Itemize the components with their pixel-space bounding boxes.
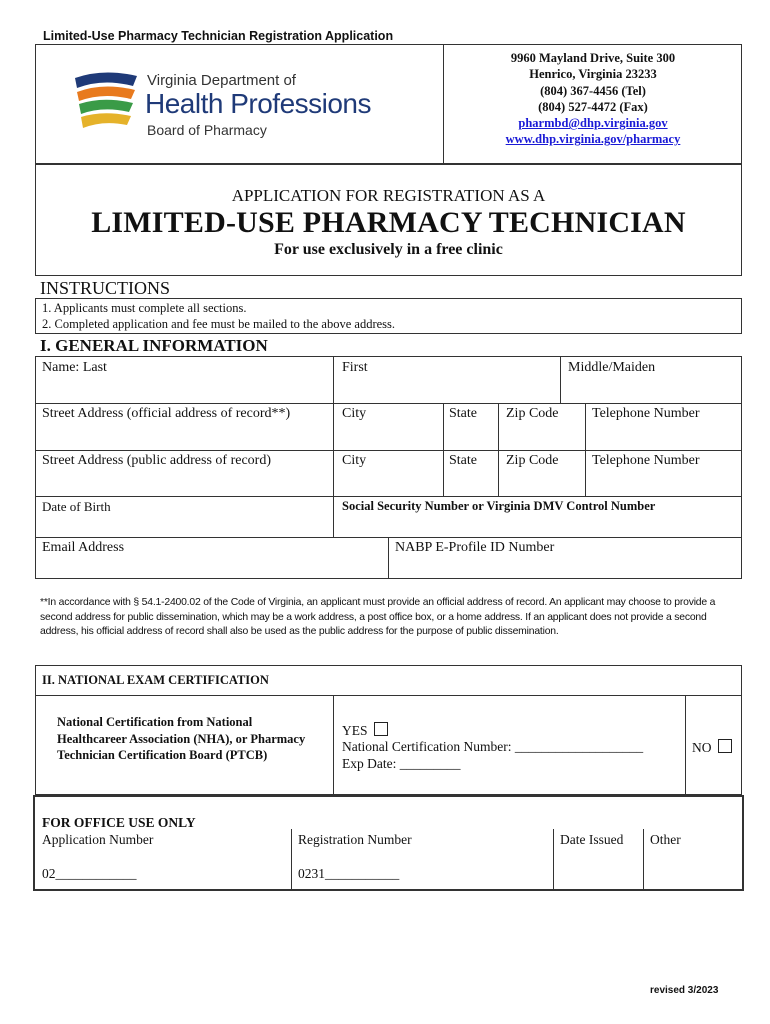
website-link[interactable]: www.dhp.virginia.gov/pharmacy	[505, 132, 681, 147]
other-label: Other	[650, 832, 681, 847]
general-heading: I. GENERAL INFORMATION	[40, 336, 268, 355]
address-tel: (804) 367-4456 (Tel)	[540, 83, 646, 98]
address-city: Henrico, Virginia 23233	[529, 67, 657, 82]
title-subtitle: For use exclusively in a free clinic	[274, 241, 503, 258]
form-header-title: Limited-Use Pharmacy Technician Registration Application	[43, 29, 394, 43]
nabp-id-field[interactable]: NABP E-Profile ID Number	[395, 540, 555, 555]
official-phone-field[interactable]: Telephone Number	[592, 406, 700, 421]
logo-line3: Board of Pharmacy	[147, 122, 267, 138]
name-middle-field[interactable]: Middle/Maiden	[568, 360, 656, 375]
address-footnote: **In accordance with § 54.1-2400.02 of the Code of Virginia, an applicant must provide an official address of record. An applicant may choose to provide a second address for public dissemination, which may be a work address, a post office box, or a home address. If an applicant does not provide a second address, his official address of record shall also be used as the public address for the purpose of public dissemination.	[40, 597, 716, 638]
address-street: 9960 Mayland Drive, Suite 300	[510, 51, 676, 65]
official-zip-field[interactable]: Zip Code	[506, 406, 559, 421]
email-link[interactable]: pharmbd@dhp.virginia.gov	[518, 116, 668, 131]
public-city-field[interactable]: City	[342, 453, 367, 468]
instructions-heading: INSTRUCTIONS	[40, 278, 171, 298]
public-phone-field[interactable]: Telephone Number	[592, 453, 700, 468]
no-checkbox[interactable]	[718, 739, 732, 753]
instruction-item: 1. Applicants must complete all sections.	[42, 301, 247, 315]
address-fax: (804) 527-4472 (Fax)	[538, 99, 648, 114]
application-number-value: 02____________	[42, 866, 137, 881]
instruction-item: 2. Completed application and fee must be mailed to the above address.	[42, 316, 396, 331]
title-main: LIMITED-USE PHARMACY TECHNICIAN	[91, 206, 686, 239]
dhp-logo-icon	[73, 70, 139, 132]
official-state-field[interactable]: State	[449, 406, 477, 421]
name-first-field[interactable]: First	[342, 360, 368, 375]
exam-question: National Certification from National Healthcareer Association (NHA), or Pharmacy Technician Certification Board (PTCB)	[57, 715, 306, 762]
public-state-field[interactable]: State	[449, 453, 477, 468]
cert-number-field[interactable]: National Certification Number: ___________________	[342, 739, 644, 754]
instructions-list	[42, 301, 395, 332]
yes-checkbox[interactable]	[374, 722, 388, 736]
exp-date-field[interactable]: Exp Date: _________	[342, 756, 461, 771]
exam-heading: II. NATIONAL EXAM CERTIFICATION	[42, 673, 269, 687]
registration-number-label: Registration Number	[298, 832, 412, 847]
logo-line2: Health Professions	[145, 88, 372, 119]
no-option[interactable]	[692, 739, 732, 756]
title-line1: APPLICATION FOR REGISTRATION AS A	[231, 186, 546, 205]
official-street-field[interactable]: Street Address (official address of record**)	[42, 406, 291, 421]
application-number-label: Application Number	[42, 832, 154, 847]
dhp-logo	[73, 68, 413, 148]
dob-field[interactable]: Date of Birth	[42, 499, 111, 514]
yes-label: YES	[342, 723, 368, 738]
email-field[interactable]: Email Address	[42, 540, 125, 555]
official-city-field[interactable]: City	[342, 406, 367, 421]
yes-option[interactable]	[342, 722, 388, 739]
logo-line1: Virginia Department of	[147, 72, 296, 89]
registration-number-value: 0231___________	[298, 866, 400, 881]
ssn-field[interactable]: Social Security Number or Virginia DMV Control Number	[342, 499, 656, 513]
office-heading: FOR OFFICE USE ONLY	[42, 815, 196, 830]
public-street-field[interactable]: Street Address (public address of record)	[42, 453, 271, 468]
board-address	[444, 50, 742, 148]
name-last-field[interactable]: Name: Last	[42, 360, 107, 375]
no-label: NO	[692, 740, 712, 755]
public-zip-field[interactable]: Zip Code	[506, 453, 559, 468]
revision-date: revised 3/2023	[650, 985, 719, 996]
date-issued-label: Date Issued	[560, 832, 624, 847]
